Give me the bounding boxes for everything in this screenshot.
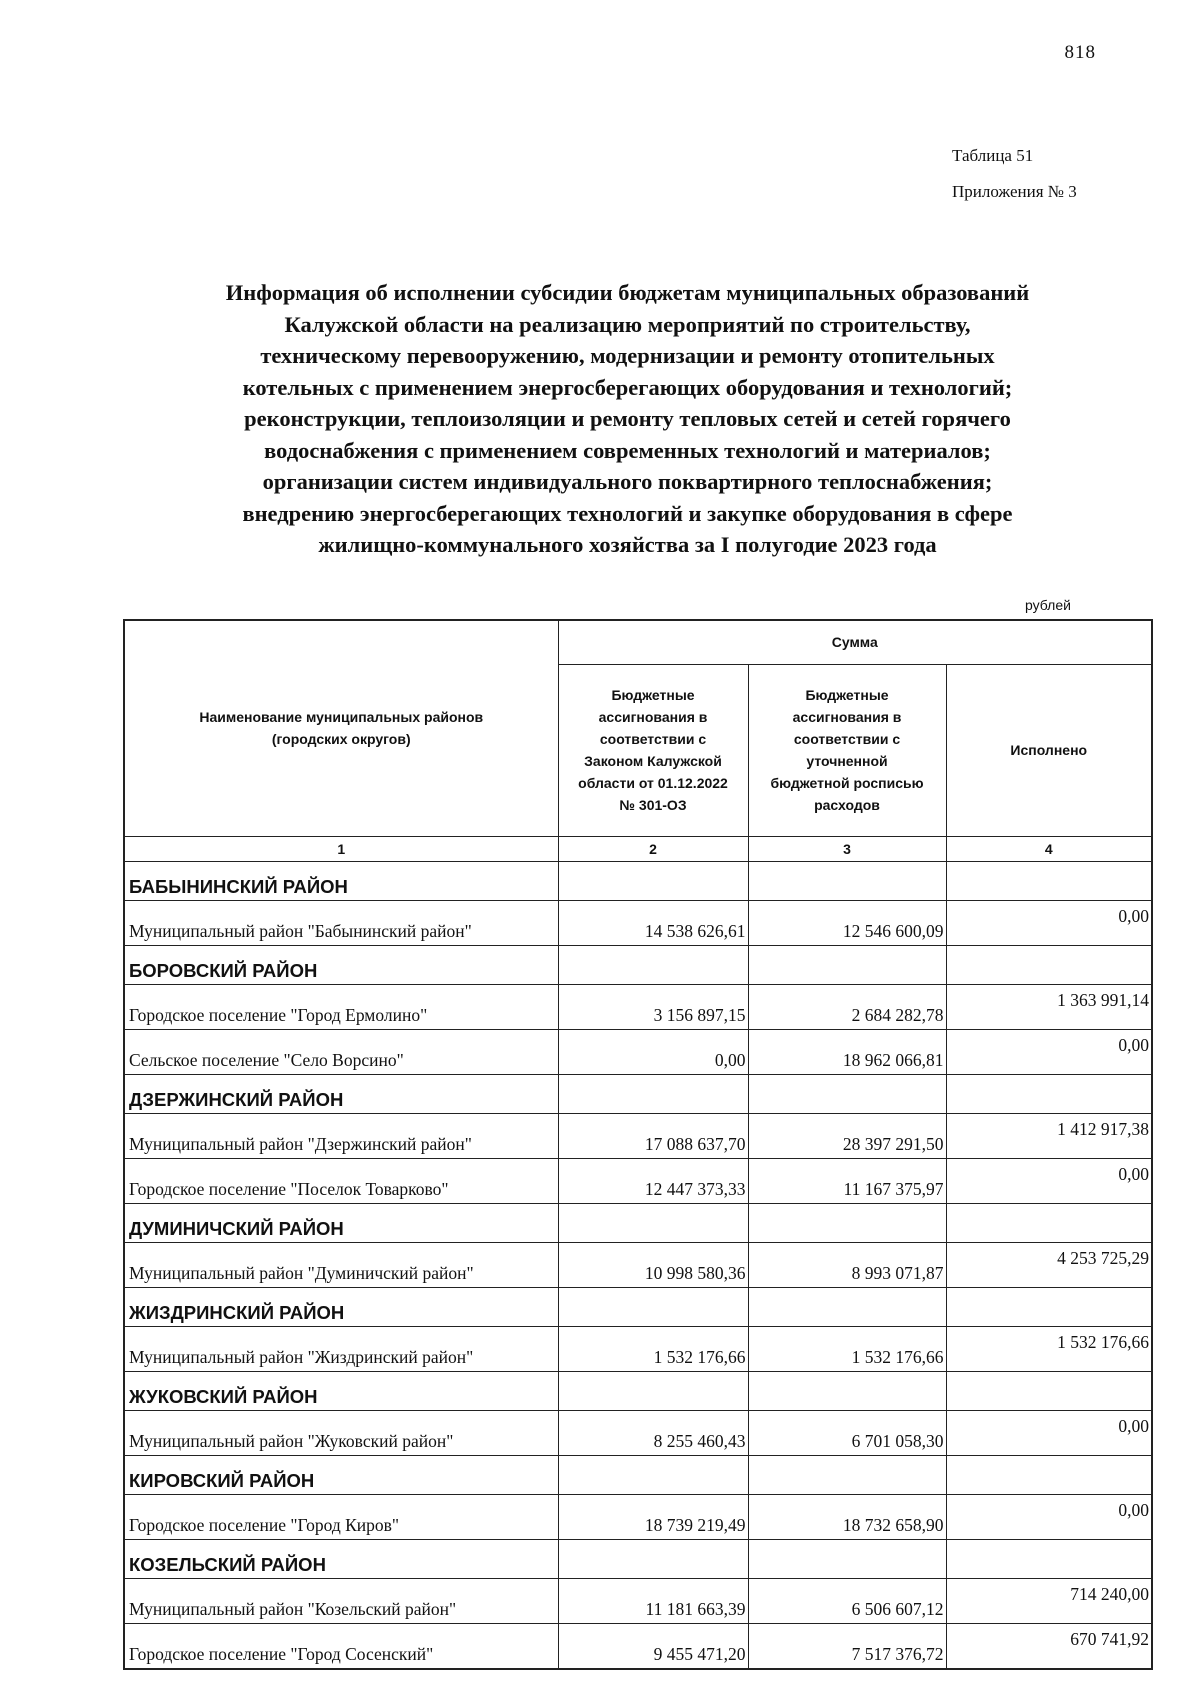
amount-col-4: 0,00 — [946, 1410, 1152, 1455]
empty-cell — [946, 1539, 1152, 1578]
empty-cell — [946, 861, 1152, 900]
table-row — [124, 1158, 1152, 1203]
amount-col-2: 10 998 580,36 — [558, 1242, 748, 1287]
district-name: ЖИЗДРИНСКИЙ РАЙОН — [124, 1287, 558, 1326]
table-row — [124, 1242, 1152, 1287]
municipality-name: Муниципальный район "Жиздринский район" — [124, 1326, 558, 1371]
empty-cell — [946, 945, 1152, 984]
title-line: организации систем индивидуального поквартирного теплоснабжения; — [262, 469, 993, 494]
district-row — [124, 1539, 1152, 1578]
header-name-column — [124, 620, 558, 836]
district-name: ДУМИНИЧСКИЙ РАЙОН — [124, 1203, 558, 1242]
header-col-2-line: № 301-ОЗ — [619, 797, 687, 813]
empty-cell — [558, 1074, 748, 1113]
table-row — [124, 1029, 1152, 1074]
amount-col-3: 7 517 376,72 — [748, 1623, 946, 1669]
table-body — [124, 861, 1152, 1669]
district-row — [124, 1287, 1152, 1326]
amount-col-2: 8 255 460,43 — [558, 1410, 748, 1455]
amount-col-4: 714 240,00 — [946, 1578, 1152, 1623]
amount-col-2: 1 532 176,66 — [558, 1326, 748, 1371]
column-index: 4 — [946, 836, 1152, 861]
empty-cell — [558, 1455, 748, 1494]
header-col-4: Исполнено — [946, 664, 1152, 836]
empty-cell — [748, 1371, 946, 1410]
amount-col-4: 0,00 — [946, 1158, 1152, 1203]
header-sum-group: Сумма — [558, 620, 1152, 664]
table-row — [124, 1410, 1152, 1455]
subsidy-table — [123, 619, 1153, 1670]
amount-col-4: 670 741,92 — [946, 1623, 1152, 1669]
amount-col-4: 4 253 725,29 — [946, 1242, 1152, 1287]
header-col-2-line: Бюджетные — [611, 687, 695, 703]
header-col-2 — [558, 664, 748, 836]
header-col-3-line: уточненной — [806, 753, 888, 769]
empty-cell — [946, 1074, 1152, 1113]
title-line: реконструкции, теплоизоляции и ремонту тепловых сетей и сетей горячего — [244, 406, 1011, 431]
amount-col-4: 1 532 176,66 — [946, 1326, 1152, 1371]
municipality-name: Городское поселение "Город Ермолино" — [124, 984, 558, 1029]
district-name: КОЗЕЛЬСКИЙ РАЙОН — [124, 1539, 558, 1578]
table-row — [124, 1113, 1152, 1158]
amount-col-3: 6 506 607,12 — [748, 1578, 946, 1623]
amount-col-3: 8 993 071,87 — [748, 1242, 946, 1287]
district-row — [124, 1371, 1152, 1410]
municipality-name: Городское поселение "Поселок Товарково" — [124, 1158, 558, 1203]
district-row — [124, 1074, 1152, 1113]
table-row — [124, 1578, 1152, 1623]
empty-cell — [558, 1371, 748, 1410]
document-title — [160, 277, 1095, 561]
column-index: 2 — [558, 836, 748, 861]
title-line: Информация об исполнении субсидии бюджетам муниципальных образований — [225, 280, 1030, 305]
district-row — [124, 861, 1152, 900]
column-index: 1 — [124, 836, 558, 861]
header-col-3 — [748, 664, 946, 836]
units-label: рублей — [1025, 597, 1071, 613]
amount-col-2: 14 538 626,61 — [558, 900, 748, 945]
appendix-label: Приложения № 3 — [952, 182, 1077, 201]
amount-col-2: 12 447 373,33 — [558, 1158, 748, 1203]
amount-col-2: 3 156 897,15 — [558, 984, 748, 1029]
header-col-3-line: бюджетной росписью — [770, 775, 924, 791]
district-row — [124, 1203, 1152, 1242]
page-number: 818 — [1064, 42, 1096, 63]
district-name: БОРОВСКИЙ РАЙОН — [124, 945, 558, 984]
municipality-name: Городское поселение "Город Киров" — [124, 1494, 558, 1539]
amount-col-4: 0,00 — [946, 1029, 1152, 1074]
amount-col-2: 18 739 219,49 — [558, 1494, 748, 1539]
header-name-line: Наименование муниципальных районов — [199, 709, 484, 726]
empty-cell — [558, 1203, 748, 1242]
empty-cell — [946, 1455, 1152, 1494]
municipality-name: Муниципальный район "Дзержинский район" — [124, 1113, 558, 1158]
header-col-3-line: Бюджетные — [805, 687, 889, 703]
empty-cell — [748, 1455, 946, 1494]
title-line: Калужской области на реализацию мероприятий по строительству, — [284, 311, 971, 337]
empty-cell — [558, 861, 748, 900]
header-col-3-line: расходов — [814, 797, 880, 813]
district-name: ДЗЕРЖИНСКИЙ РАЙОН — [124, 1074, 558, 1113]
amount-col-3: 2 684 282,78 — [748, 984, 946, 1029]
title-line: жилищно-коммунального хозяйства за I полугодие 2023 года — [318, 532, 937, 557]
empty-cell — [946, 1203, 1152, 1242]
amount-col-2: 9 455 471,20 — [558, 1623, 748, 1669]
amount-col-4: 0,00 — [946, 900, 1152, 945]
header-col-2-line: соответствии с — [599, 731, 707, 747]
amount-col-3: 1 532 176,66 — [748, 1326, 946, 1371]
empty-cell — [558, 945, 748, 984]
amount-col-3: 18 962 066,81 — [748, 1029, 946, 1074]
empty-cell — [558, 1287, 748, 1326]
municipality-name: Муниципальный район "Козельский район" — [124, 1578, 558, 1623]
amount-col-3: 28 397 291,50 — [748, 1113, 946, 1158]
amount-col-2: 17 088 637,70 — [558, 1113, 748, 1158]
empty-cell — [946, 1287, 1152, 1326]
header-col-3-line: ассигнования в — [792, 709, 902, 725]
amount-col-2: 0,00 — [558, 1029, 748, 1074]
column-index: 3 — [748, 836, 946, 861]
empty-cell — [748, 861, 946, 900]
title-line: водоснабжения с применением современных технологий и материалов; — [264, 437, 991, 463]
empty-cell — [748, 1074, 946, 1113]
municipality-name: Сельское поселение "Село Ворсино" — [124, 1029, 558, 1074]
amount-col-3: 12 546 600,09 — [748, 900, 946, 945]
amount-col-2: 11 181 663,39 — [558, 1578, 748, 1623]
header-col-2-line: Законом Калужской — [584, 753, 722, 769]
amount-col-4: 1 412 917,38 — [946, 1113, 1152, 1158]
empty-cell — [748, 1287, 946, 1326]
header-col-3-line: соответствии с — [793, 731, 901, 747]
amount-col-3: 18 732 658,90 — [748, 1494, 946, 1539]
table-row — [124, 900, 1152, 945]
header-col-2-line: ассигнования в — [598, 709, 708, 725]
empty-cell — [748, 945, 946, 984]
amount-col-4: 1 363 991,14 — [946, 984, 1152, 1029]
title-line: котельных с применением энергосберегающих оборудования и технологий; — [242, 374, 1013, 400]
municipality-name: Муниципальный район "Думиничский район" — [124, 1242, 558, 1287]
table-row — [124, 1494, 1152, 1539]
district-name: БАБЫНИНСКИЙ РАЙОН — [124, 861, 558, 900]
amount-col-3: 6 701 058,30 — [748, 1410, 946, 1455]
empty-cell — [748, 1203, 946, 1242]
municipality-name: Городское поселение "Город Сосенский" — [124, 1623, 558, 1669]
district-name: КИРОВСКИЙ РАЙОН — [124, 1455, 558, 1494]
empty-cell — [748, 1539, 946, 1578]
title-line: техническому перевооружению, модернизации и ремонту отопительных — [260, 343, 995, 368]
empty-cell — [558, 1539, 748, 1578]
table-row — [124, 1326, 1152, 1371]
table-row — [124, 1623, 1152, 1669]
empty-cell — [946, 1371, 1152, 1410]
district-row — [124, 1455, 1152, 1494]
header-name-line: (городских округов) — [271, 731, 411, 748]
amount-col-4: 0,00 — [946, 1494, 1152, 1539]
table-label: Таблица 51 — [952, 146, 1034, 165]
district-row — [124, 945, 1152, 984]
district-name: ЖУКОВСКИЙ РАЙОН — [124, 1371, 558, 1410]
title-line: внедрению энергосберегающих технологий и закупке оборудования в сфере — [242, 500, 1013, 526]
amount-col-3: 11 167 375,97 — [748, 1158, 946, 1203]
municipality-name: Муниципальный район "Бабынинский район" — [124, 900, 558, 945]
municipality-name: Муниципальный район "Жуковский район" — [124, 1410, 558, 1455]
header-col-2-line: области от 01.12.2022 — [578, 775, 728, 791]
table-row — [124, 984, 1152, 1029]
